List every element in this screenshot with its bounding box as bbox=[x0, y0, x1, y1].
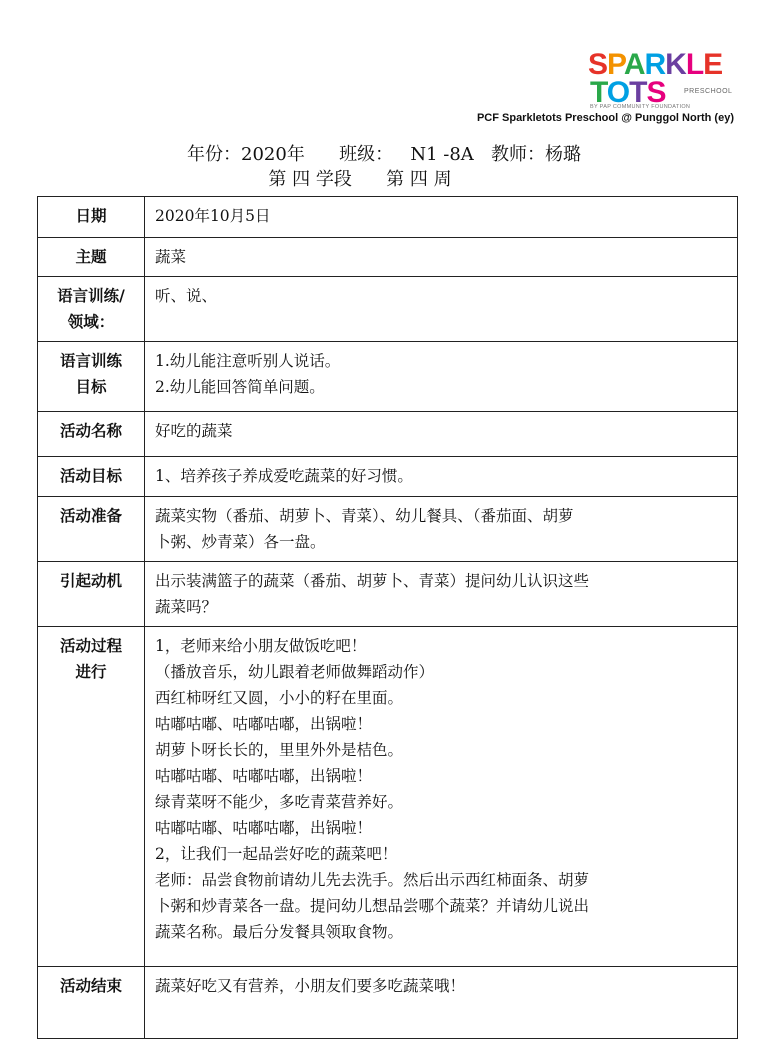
row-label bbox=[38, 277, 145, 342]
row-content-line: 2，让我们一起品尝好吃的蔬菜吧！ bbox=[155, 845, 398, 863]
logo-line1: SPARKLE bbox=[588, 48, 723, 81]
row-content-line: 出示装满篮子的蔬菜（番茄、胡萝卜、青菜）提问幼儿认识这些 bbox=[155, 572, 590, 590]
teacher-label: 教师：杨璐 bbox=[490, 144, 581, 165]
class-value: N1 -8A bbox=[410, 144, 474, 165]
row-content-line: 卜粥和炒青菜各一盘。提问幼儿想品尝哪个蔬菜？并请幼儿说出 bbox=[155, 897, 590, 915]
school-name: PCF Sparkletots Preschool @ Punggol North (ey) bbox=[476, 112, 734, 124]
sparkletots-logo bbox=[588, 50, 736, 110]
week-label: 第 四 周 bbox=[386, 169, 452, 190]
logo-line2: TOTS bbox=[590, 76, 666, 109]
row-content-line: 蔬菜名称。最后分发餐具领取食物。 bbox=[155, 923, 404, 941]
row-content-line: 老师：品尝食物前请幼儿先去洗手。然后出示西红柿面条、胡萝 bbox=[155, 871, 590, 889]
row-content-line: 西红柿呀红又圆，小小的籽在里面。 bbox=[155, 689, 404, 707]
row-content-line: 好吃的蔬菜 bbox=[155, 422, 233, 440]
table-row bbox=[38, 412, 738, 457]
lesson-plan-table bbox=[37, 196, 738, 1039]
row-label bbox=[38, 342, 145, 412]
row-content bbox=[145, 457, 738, 497]
year-label: 年份：2020年 bbox=[187, 144, 305, 165]
row-content bbox=[145, 967, 738, 1039]
table-row bbox=[38, 967, 738, 1039]
row-content-line: 蔬菜实物（番茄、胡萝卜、青菜）、幼儿餐具、（番茄面、胡萝 bbox=[155, 507, 574, 525]
row-label bbox=[38, 562, 145, 627]
logo-byline: BY PAP COMMUNITY FOUNDATION bbox=[590, 104, 691, 110]
table-row bbox=[38, 277, 738, 342]
row-content-line: （播放音乐，幼儿跟着老师做舞蹈动作） bbox=[155, 663, 435, 681]
row-content-line: 咕嘟咕嘟、咕嘟咕嘟，出锅啦！ bbox=[155, 715, 373, 733]
row-content-line: 咕嘟咕嘟、咕嘟咕嘟，出锅啦！ bbox=[155, 767, 373, 785]
table-row bbox=[38, 627, 738, 967]
row-content bbox=[145, 562, 738, 627]
row-content-line: 绿青菜呀不能少，多吃青菜营养好。 bbox=[155, 793, 404, 811]
term-week-line bbox=[0, 165, 744, 191]
row-label-text: 目标 bbox=[75, 377, 107, 396]
row-content-line: 蔬菜好吃又有营养，小朋友们要多吃蔬菜哦！ bbox=[155, 977, 466, 995]
row-content bbox=[145, 238, 738, 277]
row-label-text: 主题 bbox=[75, 247, 107, 266]
row-label bbox=[38, 497, 145, 562]
table-row bbox=[38, 457, 738, 497]
row-label bbox=[38, 238, 145, 277]
row-label bbox=[38, 457, 145, 497]
row-content-line: 1.幼儿能注意听别人说话。 bbox=[155, 352, 341, 370]
table-row bbox=[38, 562, 738, 627]
row-content-line: 2020年10月5日 bbox=[155, 207, 271, 225]
row-label-text: 活动名称 bbox=[59, 421, 122, 440]
row-content-line: 胡萝卜呀长长的，里里外外是桔色。 bbox=[155, 741, 404, 759]
table-row bbox=[38, 197, 738, 238]
row-label bbox=[38, 197, 145, 238]
row-label-text: 活动准备 bbox=[59, 506, 122, 525]
table-row bbox=[38, 342, 738, 412]
row-content bbox=[145, 197, 738, 238]
row-label-text: 活动结束 bbox=[59, 976, 122, 995]
row-label bbox=[38, 967, 145, 1039]
row-label-text: 引起动机 bbox=[59, 571, 122, 590]
row-label-text: 语言训练/ bbox=[57, 286, 125, 305]
row-content-line: 蔬菜 bbox=[155, 248, 187, 266]
row-content-line: 咕嘟咕嘟、咕嘟咕嘟，出锅啦！ bbox=[155, 819, 373, 837]
row-label-text: 活动目标 bbox=[59, 466, 122, 485]
term-label: 第 四 学段 bbox=[268, 169, 352, 190]
row-label-text: 进行 bbox=[75, 662, 107, 681]
row-label-text: 日期 bbox=[75, 206, 107, 225]
row-content-line: 蔬菜吗？ bbox=[155, 598, 218, 616]
class-info-line bbox=[0, 140, 768, 166]
row-content bbox=[145, 497, 738, 562]
row-content-line: 卜粥、炒青菜）各一盘。 bbox=[155, 533, 326, 551]
row-content bbox=[145, 627, 738, 967]
row-label-text: 语言训练 bbox=[59, 351, 122, 370]
row-content bbox=[145, 412, 738, 457]
row-label bbox=[38, 412, 145, 457]
table-row bbox=[38, 497, 738, 562]
logo-tag: PRESCHOOL bbox=[684, 88, 733, 95]
table-row bbox=[38, 238, 738, 277]
class-label: 班级： bbox=[339, 144, 394, 165]
row-content-line: 听、说、 bbox=[155, 287, 218, 305]
row-content-line: 1，老师来给小朋友做饭吃吧！ bbox=[155, 637, 367, 655]
row-content-line: 2.幼儿能回答简单问题。 bbox=[155, 378, 325, 396]
row-label-text: 活动过程 bbox=[59, 636, 122, 655]
row-label bbox=[38, 627, 145, 967]
row-content bbox=[145, 277, 738, 342]
row-content bbox=[145, 342, 738, 412]
row-label-text: 领域： bbox=[67, 312, 115, 331]
row-content-line: 1、培养孩子养成爱吃蔬菜的好习惯。 bbox=[155, 467, 413, 485]
